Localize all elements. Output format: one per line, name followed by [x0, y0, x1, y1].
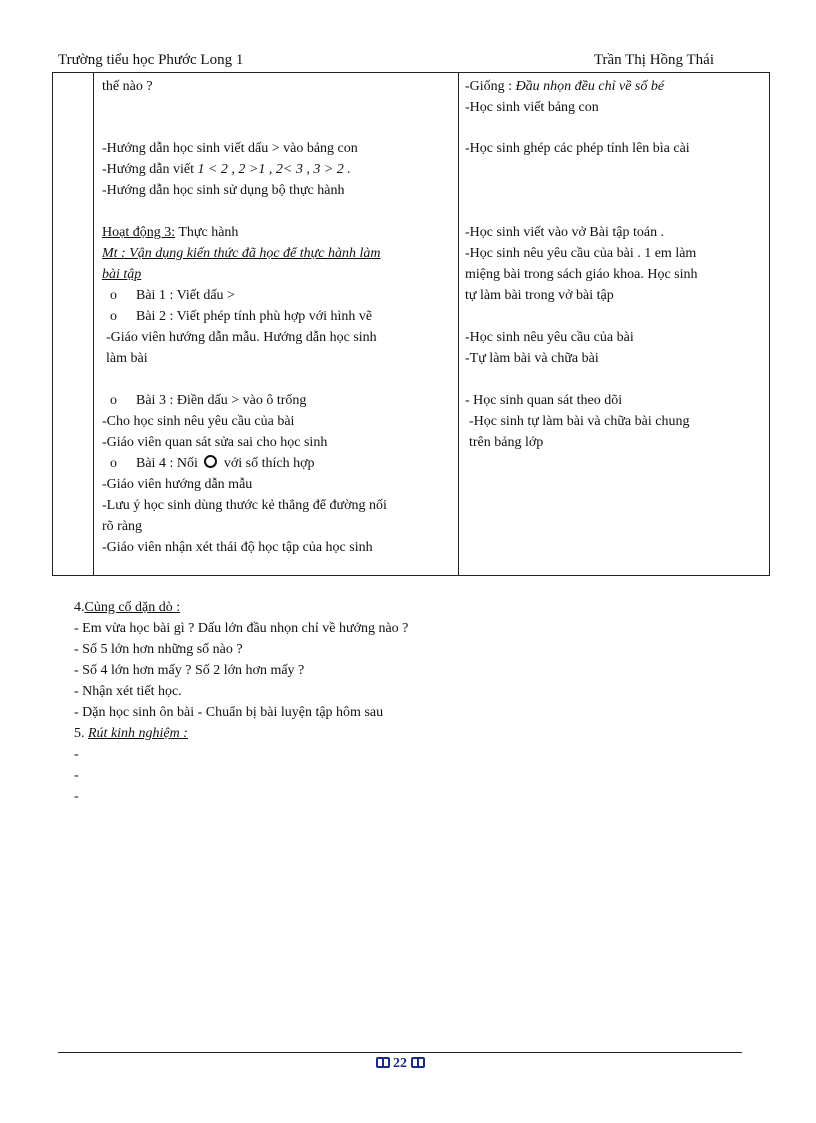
text-line: -Học sinh viết vào vở Bài tập toán . [465, 225, 665, 240]
page-number [0, 1056, 800, 1072]
text-line: -Học sinh nêu yêu cầu của bài [465, 330, 634, 345]
text-line: thế nào ? [102, 79, 153, 94]
bullet-icon: o [110, 456, 117, 471]
section-number: 5. [74, 726, 88, 741]
page-header [58, 52, 740, 72]
text-line: làm bài [106, 351, 148, 366]
objective-line: Mt : Vận dụng kiến thức đã học để thực hành làm [102, 246, 381, 261]
section-number: 4. [74, 600, 85, 615]
text-fragment: -Giống : [465, 79, 516, 94]
text-line: trên bảng lớp [469, 435, 544, 450]
text-line: -Tự làm bài và chữa bài [465, 351, 599, 366]
notes-dash: - [74, 747, 79, 762]
text-line: -Cho học sinh nêu yêu cầu của bài [102, 414, 295, 429]
table-col-blank [53, 73, 94, 576]
circle-icon [204, 455, 217, 468]
text-line: -Hướng dẫn học sinh sử dụng bộ thực hành [102, 183, 345, 198]
text-line: -Học sinh tự làm bài và chữa bài chung [469, 414, 690, 429]
text-line: -Hướng dẫn học sinh viết dấu > vào bảng con [102, 141, 358, 156]
comparison-example: 1 < 2 , 2 >1 , 2< 3 , 3 > 2 . [197, 162, 351, 177]
text-fragment: -Hướng dẫn viết [102, 162, 198, 177]
lesson-table [52, 72, 770, 576]
exercise-text: Bài 2 : Viết phép tính phù hợp với hình vẽ [136, 309, 373, 324]
exercise-item [110, 454, 314, 474]
text-line [102, 160, 351, 180]
summary-line: - Số 5 lớn hơn những số nào ? [74, 642, 243, 657]
summary-line: - Nhận xét tiết học. [74, 684, 182, 699]
teacher-name: Trần Thị Hồng Thái [593, 52, 714, 68]
objective-line: bài tập [102, 267, 142, 282]
section-4-heading [74, 598, 180, 618]
footer-divider [58, 1052, 742, 1053]
notes-dash: - [74, 768, 79, 783]
comparison-note: Đầu nhọn đều chỉ về số bé [515, 79, 665, 94]
exercise-text: Bài 1 : Viết dấu > [136, 288, 235, 303]
book-icon [411, 1057, 425, 1068]
exercise-item [110, 307, 372, 327]
text-line: -Học sinh ghép các phép tính lên bìa cài [465, 141, 690, 156]
section-5-heading [74, 724, 188, 744]
exercise-item [110, 391, 306, 411]
text-line: rõ ràng [102, 519, 143, 534]
text-line: -Giáo viên nhận xét thái độ học tập của học sinh [102, 540, 373, 555]
activity-title: Thực hành [175, 225, 239, 240]
exercise-item [110, 286, 235, 306]
text-line: -Lưu ý học sinh dùng thước kẻ thẳng để đường nối [102, 498, 387, 513]
teacher-activities-cell [94, 73, 459, 576]
text-line: tự làm bài trong vở bài tập [465, 288, 614, 303]
page-number-text: 22 [393, 1056, 407, 1071]
activity-label: Hoạt động 3: [102, 225, 176, 240]
exercise-text: Bài 3 : Điền dấu > vào ô trống [136, 393, 307, 408]
text-line: -Giáo viên hướng dẫn mẫu. Hướng dẫn học sinh [106, 330, 377, 345]
bullet-icon: o [110, 309, 117, 324]
text-line: - Học sinh quan sát theo dõi [465, 393, 623, 408]
activity-heading [102, 223, 238, 243]
text-line: -Giáo viên quan sát sửa sai cho học sinh [102, 435, 328, 450]
text-line: -Giáo viên hướng dẫn mẫu [102, 477, 253, 492]
summary-line: - Em vừa học bài gì ? Dấu lớn đầu nhọn chỉ về hướng nào ? [74, 621, 409, 636]
exercise-text: Bài 4 : Nối [136, 456, 202, 471]
bullet-icon: o [110, 288, 117, 303]
school-name: Trường tiểu học Phước Long 1 [58, 52, 244, 68]
text-line: -Học sinh viết bảng con [465, 100, 599, 115]
bullet-icon: o [110, 393, 117, 408]
summary-line: - Dặn học sinh ôn bài - Chuẩn bị bài luyện tập hôm sau [74, 705, 384, 720]
section-title: Củng cố dặn dò : [84, 600, 181, 615]
text-line [465, 77, 664, 97]
section-title: Rút kinh nghiệm : [88, 726, 188, 741]
notes-dash: - [74, 789, 79, 804]
book-icon [376, 1057, 390, 1068]
exercise-text: với số thích hợp [220, 456, 315, 471]
summary-line: - Số 4 lớn hơn mấy ? Số 2 lớn hơn mấy ? [74, 663, 305, 678]
text-line: miệng bài trong sách giáo khoa. Học sinh [465, 267, 698, 282]
student-activities-cell [459, 73, 770, 576]
text-line: -Học sinh nêu yêu cầu của bài . 1 em làm [465, 246, 697, 261]
